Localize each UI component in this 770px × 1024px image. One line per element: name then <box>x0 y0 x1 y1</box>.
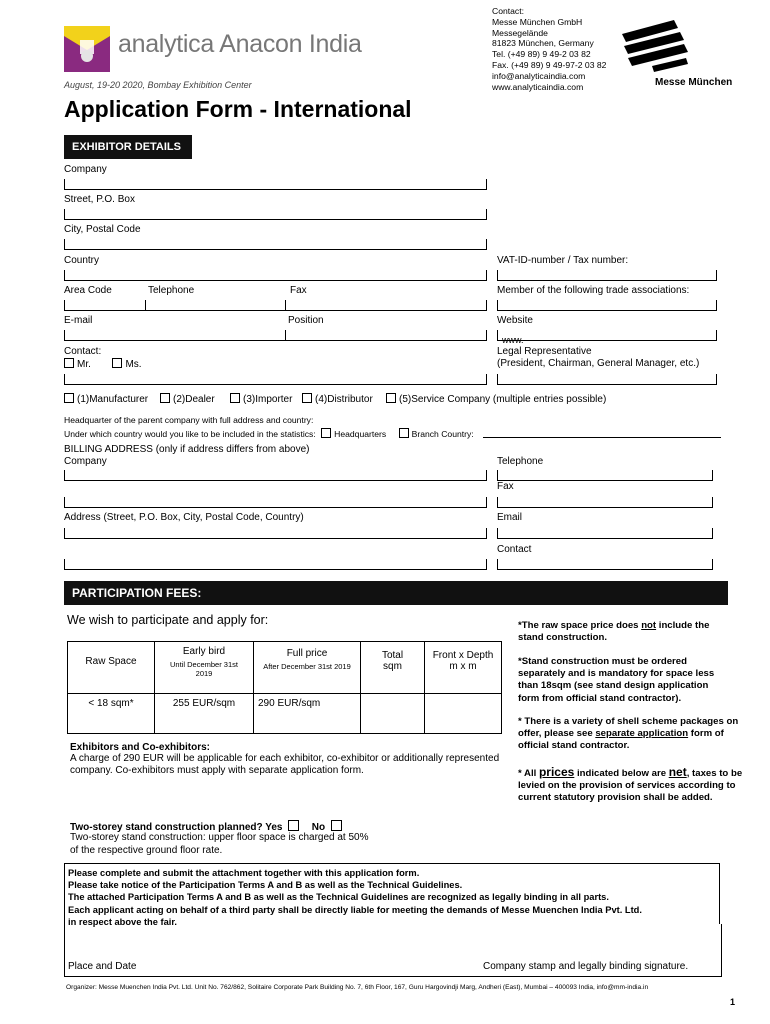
place-date-label: Place and Date <box>68 961 137 972</box>
billing-label-contact: Contact <box>497 544 532 555</box>
co-exhibitors-text: A charge of 290 EUR will be applicable for each exhibitor, co-exhibitor or additionally represented company. Co-exhibitors must apply with separate application form. <box>70 753 500 776</box>
submission-line: Each applicant acting on behalf of a third party shall be directly liable for meeting the demands of Messe Muenchen India Pvt. Ltd. <box>68 904 642 915</box>
type-4: (4)Distributor <box>302 393 373 405</box>
field-vat[interactable] <box>497 280 717 281</box>
checkbox-two-storey-no[interactable] <box>331 820 342 831</box>
contact-line: Messegelände <box>492 27 548 38</box>
billing-label-company: Company <box>64 456 107 467</box>
billing-field-line-4[interactable] <box>64 569 487 570</box>
field-email-position[interactable] <box>64 340 487 341</box>
col-raw-space: Raw Space <box>68 642 155 694</box>
type-2: (2)Dealer <box>160 393 215 405</box>
billing-field-address[interactable] <box>64 538 487 539</box>
label-position: Position <box>288 315 324 326</box>
stamp-label: Company stamp and legally binding signature. <box>483 961 689 972</box>
field-phone-fax[interactable] <box>64 310 487 311</box>
row-label: < 18 sqm* <box>68 694 155 734</box>
field-company[interactable] <box>64 189 487 190</box>
col-early-bird: Early bird Until December 31st 2019 <box>155 642 254 694</box>
contact-line: 81823 München, Germany <box>492 38 594 49</box>
field-contact[interactable] <box>64 384 487 385</box>
label-mr: Mr. <box>77 359 91 370</box>
two-storey-question: Two-storey stand construction planned? Yes No <box>70 820 345 833</box>
label-vat: VAT-ID-number / Tax number: <box>497 255 629 266</box>
label-fax: Fax <box>290 285 307 296</box>
label-email: E-mail <box>64 315 93 326</box>
billing-label-fax: Fax <box>497 481 514 492</box>
submission-line: The attached Participation Terms A and B as well as the Technical Guidelines are recognized as legally binding in all parts. <box>68 892 609 903</box>
label-ms: Ms. <box>125 359 142 370</box>
checkbox-branch-country[interactable] <box>399 428 409 438</box>
contact-line: www.analyticaindia.com <box>492 81 584 92</box>
col-full-price: Full price After December 31st 2019 <box>254 642 361 694</box>
checkbox-dealer[interactable] <box>160 393 170 403</box>
checkbox-headquarters[interactable] <box>321 428 331 438</box>
checkbox-two-storey-yes[interactable] <box>288 820 299 831</box>
label-website: Website <box>497 315 533 326</box>
field-street[interactable] <box>64 219 487 220</box>
submission-line: Please complete and submit the attachment together with this application form. <box>68 868 420 878</box>
billing-field-fax[interactable] <box>497 507 713 508</box>
billing-field-telephone[interactable] <box>497 480 713 481</box>
checkbox-ms[interactable] <box>112 358 122 368</box>
stats-label: Under which country would you like to be included in the statistics: <box>64 429 316 439</box>
event-dates: August, 19-20 2020, Bombay Exhibition Center <box>64 80 252 90</box>
footer-organizer: Organizer: Messe Muenchen India Pvt. Ltd. Unit No. 762/862, Solitaire Corporate Park Building No. 7, 6th Floor, 167, Guru Hargovindji Marg, Andheri (East), Mumbai – 400093 India, info@mm-india.in <box>66 984 649 991</box>
billing-field-line-2[interactable] <box>64 507 487 508</box>
contact-line: Fax. (+49 89) 9 49-97-2 03 82 <box>492 59 607 70</box>
note-net-prices: * All prices indicated below are net, taxes to be levied on the provision of services according to current statutory provision shall be added. <box>518 765 743 804</box>
col-total: Total sqm <box>361 642 425 694</box>
billing-field-contact[interactable] <box>497 569 713 570</box>
label-city: City, Postal Code <box>64 224 141 235</box>
contact-line: Contact: <box>492 6 525 16</box>
field-city[interactable] <box>64 249 487 250</box>
submission-line: in respect above the fair. <box>68 916 178 927</box>
website-value: www. <box>502 335 524 345</box>
cell-early-price: 255 EUR/sqm <box>155 694 254 734</box>
billing-field-company[interactable] <box>64 480 487 481</box>
field-branch-country[interactable] <box>483 437 721 438</box>
type-5: (5)Service Company (multiple entries possible) <box>386 393 606 405</box>
exhibitor-section-header: EXHIBITOR DETAILS <box>64 135 192 159</box>
label-legal-rep-sub: (President, Chairman, General Manager, etc.) <box>497 358 700 369</box>
note-stand-construction: *Stand construction must be ordered separately and is mandatory for space less than 18sqm (see stand design application form from official stand contractor). <box>518 656 715 704</box>
note-shell-scheme: * There is a variety of shell scheme packages on offer, please see separate application form of official stand contractor. <box>518 716 739 752</box>
type-3: (3)Importer <box>230 393 292 405</box>
label-contact: Contact: <box>64 346 102 357</box>
label-member: Member of the following trade associations: <box>497 285 690 296</box>
messe-muenchen-logo-icon <box>622 20 688 74</box>
hq-label: Headquarter of the parent company with full address and country: <box>64 415 314 425</box>
label-legal-rep: Legal Representative <box>497 346 592 357</box>
contact-block <box>492 6 606 92</box>
note-raw-space: *The raw space price does not include the stand construction. <box>518 620 710 644</box>
checkbox-service-company[interactable] <box>386 393 396 403</box>
billing-label-email: Email <box>497 512 523 523</box>
checkbox-mr[interactable] <box>64 358 74 368</box>
field-country[interactable] <box>64 280 487 281</box>
checkbox-manufacturer[interactable] <box>64 393 74 403</box>
field-member[interactable] <box>497 310 717 311</box>
label-telephone: Telephone <box>148 285 195 296</box>
submission-line: Please take notice of the Participation Terms A and B as well as the Technical Guidelines. <box>68 880 463 891</box>
fees-section-header: PARTICIPATION FEES: <box>64 581 728 605</box>
label-country: Country <box>64 255 100 266</box>
cell-front-depth[interactable] <box>425 694 502 734</box>
col-front-depth: Front x Depth m x m <box>425 642 502 694</box>
billing-field-email[interactable] <box>497 538 713 539</box>
contact-line: info@analyticaindia.com <box>492 70 586 81</box>
stats-row: Under which country would you like to be included in the statistics: Headquarters Branch Country: <box>64 429 474 439</box>
cell-total[interactable] <box>361 694 425 734</box>
field-legal-rep[interactable] <box>497 384 717 385</box>
fees-table <box>67 641 502 734</box>
contact-line: Messe München GmbH <box>492 16 583 27</box>
billing-heading: BILLING ADDRESS (only if address differs from above) <box>64 444 310 455</box>
checkbox-importer[interactable] <box>230 393 240 403</box>
label-area-code: Area Code <box>64 285 112 296</box>
label-street: Street, P.O. Box <box>64 194 135 205</box>
billing-label-telephone: Telephone <box>497 456 544 467</box>
contact-line: Tel. (+49 89) 9 49-2 03 82 <box>492 49 591 60</box>
checkbox-distributor[interactable] <box>302 393 312 403</box>
cell-full-price: 290 EUR/sqm <box>254 694 361 734</box>
messe-muenchen-wordmark: Messe München <box>655 77 733 88</box>
salutation-row <box>64 358 142 370</box>
brand-name: analytica Anacon India <box>118 30 362 58</box>
field-website[interactable] <box>497 340 717 341</box>
fees-intro: We wish to participate and apply for: <box>67 613 269 627</box>
page-number: 1 <box>730 997 736 1007</box>
analytica-logo-icon <box>64 26 110 72</box>
submission-box <box>64 863 720 927</box>
co-exhibitors-heading: Exhibitors and Co-exhibitors: <box>70 742 211 753</box>
label-company: Company <box>64 164 107 175</box>
two-storey-text: Two-storey stand construction: upper floor space is charged at 50% of the respective ground floor rate. <box>70 832 369 856</box>
type-1: (1)Manufacturer <box>64 393 148 405</box>
billing-label-address: Address (Street, P.O. Box, City, Postal Code, Country) <box>64 512 304 523</box>
page-title: Application Form - International <box>64 96 412 122</box>
